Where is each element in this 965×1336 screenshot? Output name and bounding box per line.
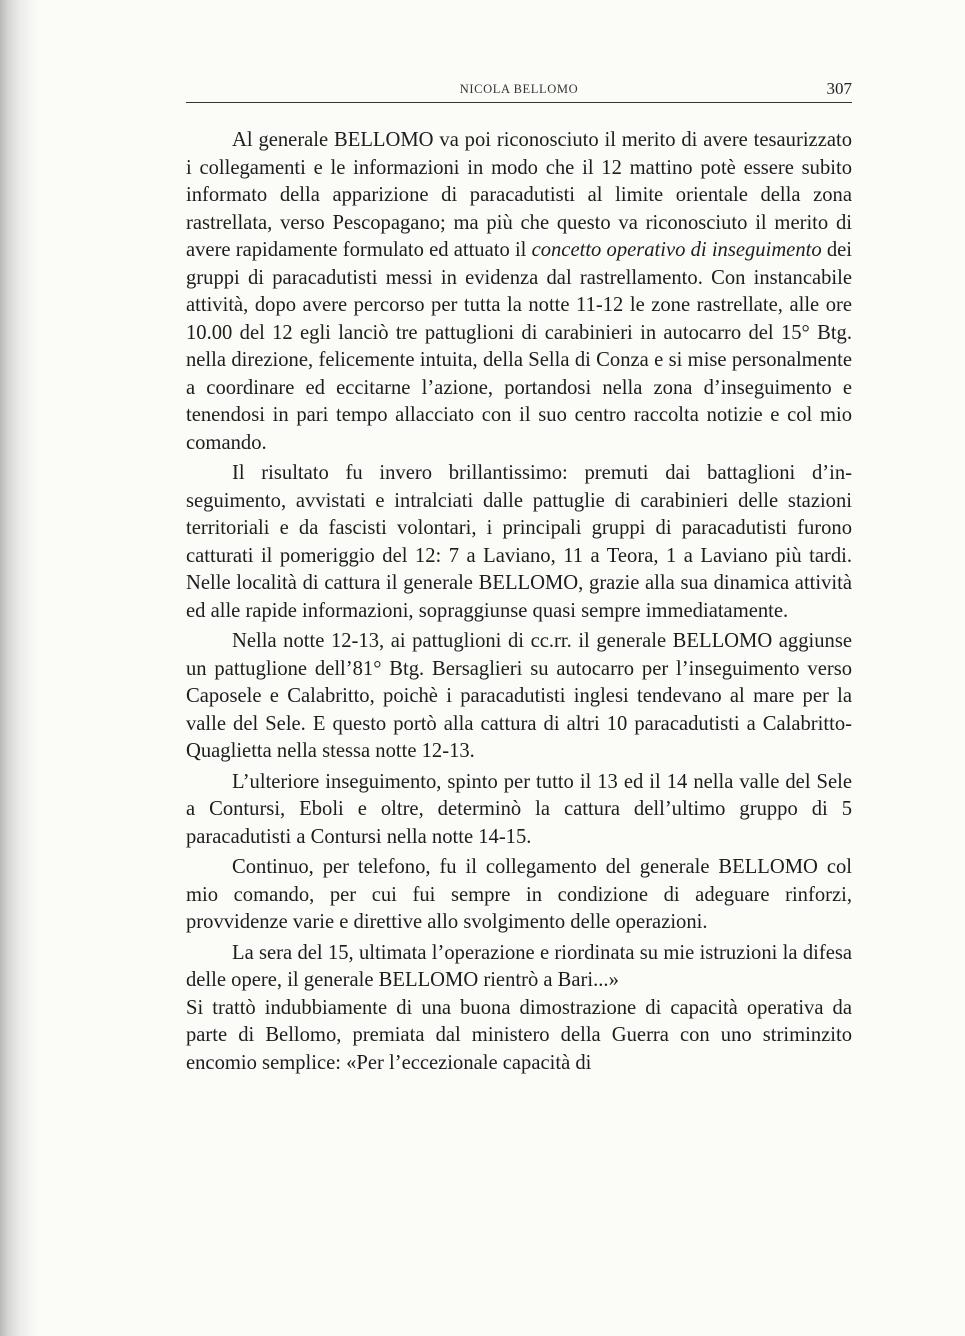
paragraph-1: [186, 127, 852, 457]
paragraph-1-emphasis: concetto operativo di inseguimento: [531, 239, 822, 261]
running-header: [186, 78, 852, 103]
paragraph-5: Continuo, per telefono, fu il collegamento del generale BELLOMO col mio comando, per cui fui sempre in condizione di adeguare rinforzi, provvidenze varie e direttive allo svolgimento delle operazioni.: [186, 856, 852, 933]
paragraph-1-text-after: dei gruppi di paracadutisti messi in evidenza dal rastrellamento. Con instancabile attività, dopo avere percorso per tutta la notte 11-12 le zone rastrellate, alle ore 10.00 del 12 egli lanciò tre pattuglioni di carabinieri in autocarro del 15° Btg. nella direzione, felicemente intuita, della Sella di Conza e si mise personalmente a coordinare ed eccitarne l’azione, portandosi nella zona d’inseguimento e tenendosi in pari tempo allacciato con il suo centro raccolta notizie e col mio comando.: [186, 239, 852, 454]
body-text: [186, 127, 852, 1077]
paragraph-2: Il risultato fu invero brillantissimo: premuti dai battaglioni d’inseguimento, avvistati e intralciati dalle pattuglie di carabinieri delle stazioni territoriali e da fascisti volontari, i principali gruppi di paracadutisti furono catturati il pomeriggio del 12: 7 a Laviano, 11 a Teora, 1 a Laviano più tardi. Nelle località di cattura il generale BELLOMO, grazie alla sua dinamica attività ed alle rapide informazioni, sopraggiunse quasi sempre immediatamente.: [186, 462, 852, 622]
page-binding-shadow: [0, 0, 40, 1336]
paragraph-6: La sera del 15, ultimata l’operazione e riordinata su mie istruzioni la difesa delle opere, il generale BELLOMO rientrò a Bari...»: [186, 941, 852, 991]
paragraph-1-text-before: Al generale BELLOMO va poi riconosciuto il merito di avere tesaurizzato i collegamenti e le informazioni in modo che il 12 mattino potè essere subito informato della apparizione di paracadutisti al limite orientale della zona rastrellata, verso Pescopagano; ma più che questo va riconosciuto il merito di avere rapidamente formulato ed attuato il: [186, 129, 852, 261]
paragraph-3: Nella notte 12-13, ai pattuglioni di cc.rr. il generale BELLOMO aggiunse un pattuglione dell’81° Btg. Bersaglieri su autocarro per l’inseguimento verso Caposele e Calabritto, poichè i paracadutisti inglesi tendevano al mare per la valle del Sele. E questo portò alla cattura di altri 10 paracadutisti a Calabritto-Quaglietta nella stessa notte 12-13.: [186, 630, 852, 762]
running-title: NICOLA BELLOMO: [459, 82, 579, 96]
page-number: 307: [826, 79, 852, 98]
paragraph-7: Si trattò indubbiamente di una buona dimostrazione di capacità operativa da parte di Bellomo, premiata dal ministero della Guerra con uno striminzito encomio semplice: «Per l’eccezionale capacità di: [186, 996, 852, 1074]
paragraph-4: L’ulteriore inseguimento, spinto per tutto il 13 ed il 14 nella valle del Sele a Contursi, Eboli e oltre, determinò la cattura dell’ultimo gruppo di 5 paracadutisti a Contursi nella notte 14-15.: [186, 770, 852, 848]
